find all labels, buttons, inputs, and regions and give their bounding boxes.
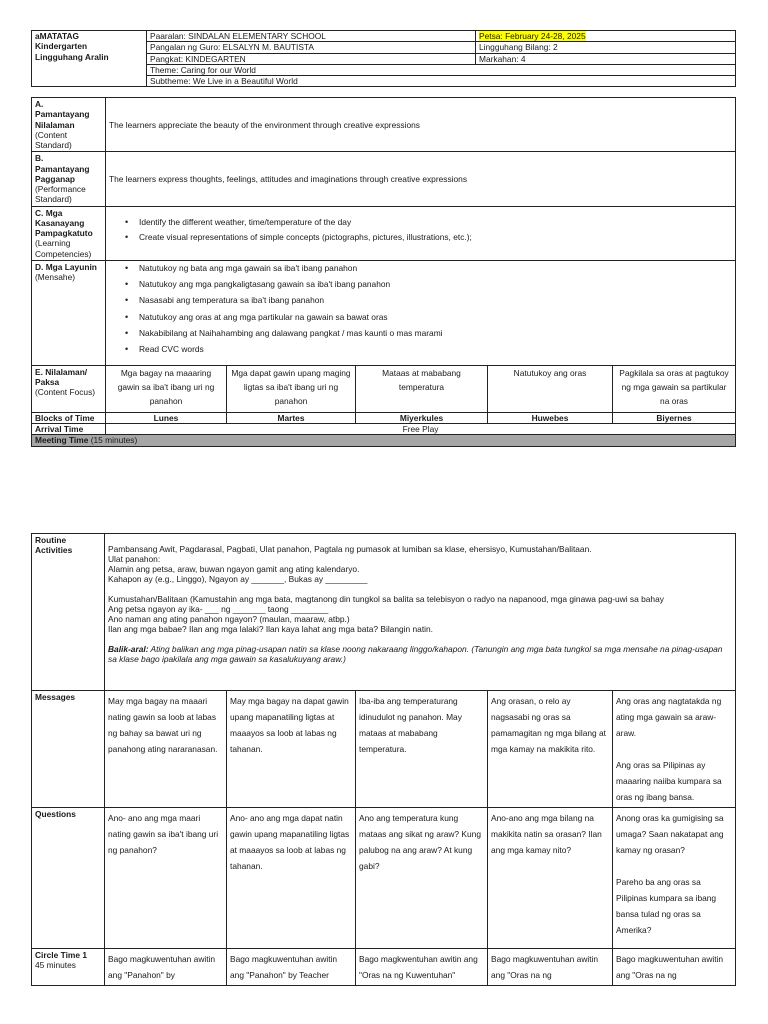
message-cell: Ang oras ang nagtatakda ng ating mga gawain sa araw-araw. Ang oras sa Pilipinas ay maaaring naiiba kumpara sa oras ng ibang bansa. (613, 691, 736, 808)
list-item: • Identify the different weather, time/temperature of the day (139, 213, 732, 228)
message-cell: May mga bagay na maaari nating gawin sa loob at labas ng bahay sa bawat uri ng panahong ating nararanasan. (105, 691, 227, 808)
list-item: • Read CVC words (139, 342, 732, 358)
question-cell: Ano- ano ang mga maari nating gawin sa iba't ibang uri ng panahon? (105, 808, 227, 949)
competencies-label: C. Mga Kasanayang Pampagkatuto (Learning Competencies) (32, 206, 106, 260)
routine-activities-label: Routine Activities (32, 534, 105, 691)
quarter-field: Markahan: 4 (476, 53, 736, 64)
list-item: • Natutukoy ang mga pangkaligtasang gawain sa iba't ibang panahon (139, 277, 732, 293)
messages-label: Messages (32, 691, 105, 808)
question-cell: Anong oras ka gumigising sa umaga? Saan nakatapat ang kamay ng orasan? Pareho ba ang oras sa Pilipinas kumpara sa ibang bansa tulad ng oras sa Amerika? (613, 808, 736, 949)
content-focus-cell: Mga dapat gawin upang maging ligtas sa iba't ibang uri ng panahon (227, 365, 356, 412)
message-cell: May mga bagay na dapat gawin upang mapanatiling ligtas at maaayos sa loob at labas ng tahanan. (227, 691, 356, 808)
list-item: • Natutukoy ng bata ang mga gawain sa iba't ibang panahon (139, 261, 732, 277)
content-focus-cell: Pagkilala sa oras at pagtukoy ng mga gawain sa partikular na oras (613, 365, 736, 412)
circle-time-cell: Bago magkwentuhan awitin ang "Oras na ng Kuwentuhan" (356, 949, 488, 986)
competencies-list (106, 206, 736, 260)
daily-activities-table (31, 533, 736, 986)
circle-time-cell: Bago magkuwentuhan awitin ang "Panahon" by (105, 949, 227, 986)
content-focus-cell: Natutukoy ang oras (488, 365, 613, 412)
question-cell: Ano-ano ang mga bilang na makikita natin sa orasan? Ilan ang mga kamay nito? (488, 808, 613, 949)
content-focus-cell: Mataas at mababang temperatura (356, 365, 488, 412)
message-cell: Ang orasan, o relo ay nagsasabi ng oras sa pamamagitan ng mga bilang at mga kamay na makikita rito. (488, 691, 613, 808)
circle-time-cell: Bago magkuwentuhan awitin ang "Oras na ng (613, 949, 736, 986)
subtheme-field: Subtheme: We Live in a Beautiful World (147, 76, 736, 87)
day-header: Huwebes (488, 412, 613, 423)
teacher-field: Pangalan ng Guro: ELSALYN M. BAUTISTA (147, 42, 476, 53)
school-field: Paaralan: SINDALAN ELEMENTARY SCHOOL (147, 31, 476, 42)
header-table (31, 30, 736, 87)
content-focus-label: E. Nilalaman/ Paksa (Content Focus) (32, 365, 106, 412)
lesson-plan-title: aMATATAG Kindergarten Lingguhang Aralin (32, 31, 147, 87)
list-item: • Create visual representations of simple concepts (pictographs, pictures, illustrations, etc.); (139, 228, 732, 243)
day-header: Martes (227, 412, 356, 423)
review-note: Balik-aral: Ating balikan ang mga pinag-usapan natin sa klase noong nakaraang linggo/kahapon. (Tanungin ang mga bata tungkol sa mga mensahe na pinag-usapan sa klase bago ipakilala ang mga gawain sa kasalukuyang araw.) (108, 644, 723, 664)
circle-time-label: Circle Time 1 45 minutes (32, 949, 105, 986)
message-cell: Iba-iba ang temperaturang idinudulot ng panahon. May mataas at mababang temperatura. (356, 691, 488, 808)
objectives-label: D. Mga Layunin (Mensahe) (32, 260, 106, 365)
question-cell: Ano ang temperatura kung mataas ang sikat ng araw? Kung palubog na ang araw? At kung gabi? (356, 808, 488, 949)
week-number-field: Lingguhang Bilang: 2 (476, 42, 736, 53)
objectives-list (106, 260, 736, 365)
arrival-time-activity: Free Play (106, 424, 736, 435)
circle-time-cell: Bago magkuwentuhan awitin ang "Oras na ng (488, 949, 613, 986)
list-item: • Nakabibilang at Naihahambing ang dalawang pangkat / mas kaunti o mas marami (139, 326, 732, 342)
questions-label: Questions (32, 808, 105, 949)
arrival-time-label: Arrival Time (32, 424, 106, 435)
question-cell: Ano- ano ang mga dapat natin gawin upang mapanatiling ligtas at maaayos sa loob at labas ng tahanan. (227, 808, 356, 949)
content-standard-label: A. Pamantayang Nilalaman (Content Standard) (32, 98, 106, 152)
list-item: • Natutukoy ang oras at ang mga partikular na gawain sa bawat oras (139, 310, 732, 326)
performance-standard-label: B. Pamantayang Pagganap (Performance Standard) (32, 152, 106, 206)
theme-field: Theme: Caring for our World (147, 64, 736, 75)
content-standard-text: The learners appreciate the beauty of the environment through creative expressions (106, 98, 736, 152)
day-header: Miyerkules (356, 412, 488, 423)
circle-time-cell: Bago magkuwentuhan awitin ang "Panahon" by Teacher (227, 949, 356, 986)
routine-activities-text: Pambansang Awit, Pagdarasal, Pagbati, Ulat panahon, Pagtala ng pumasok at lumiban sa klase, ehersisyo, Kumustahan/Balitaan. Ulat panahon: Alamin ang petsa, araw, buwan ngayon gamit ang ating kalendaryo. Kahapon ay (e.g., Linggo), Ngayon ay _______, Bukas ay _________ Kumustahan/Balitaan (Kamustahin ang mga bata, magtanong din tungkol sa balita sa telebisyon o radyo na napanood, mga ginawa pag-uwi sa bahay Ang petsa ngayon ay ika- ___ ng _______ taong ________ Ano naman ang ating panahon ngayon? (maulan, maaraw, atbp.) Ilan ang mga babae? Ilan ang mga lalaki? Ilan kaya lahat ang mga bata? Bilangin natin. Balik-aral: Ating balikan ang mga pinag-usapan natin sa klase noong nakaraang linggo/kahapon. (Tanungin ang mga bata tungkol sa mga mensahe na pinag-usapan sa klase bago ipakilala ang mga gawain sa kasalukuyang araw.) (105, 534, 736, 691)
section-field: Pangkat: KINDEGARTEN (147, 53, 476, 64)
objectives-table (31, 97, 736, 447)
blocks-of-time-label: Blocks of Time (32, 412, 106, 423)
list-item: • Nasasabi ang temperatura sa iba't ibang panahon (139, 293, 732, 309)
performance-standard-text: The learners express thoughts, feelings, attitudes and imaginations through creative expressions (106, 152, 736, 206)
meeting-time-row: Meeting Time (15 minutes) (32, 435, 736, 446)
date-field: Petsa: February 24-28, 2025 (476, 31, 736, 42)
day-header: Biyernes (613, 412, 736, 423)
content-focus-cell: Mga bagay na maaaring gawin sa iba't ibang uri ng panahon (106, 365, 227, 412)
day-header: Lunes (106, 412, 227, 423)
